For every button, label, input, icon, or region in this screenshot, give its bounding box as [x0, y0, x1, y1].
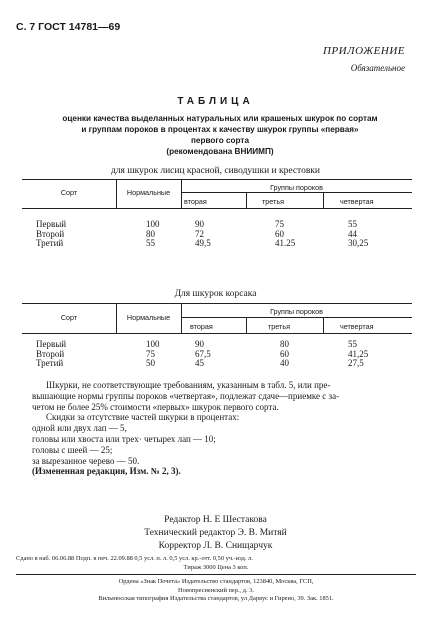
caption-line: и группам пороков в процентах к качеству шкурок группы «первая»: [81, 125, 359, 134]
table2-subtitle: Для шкурок корсака: [174, 289, 257, 299]
table-cell: 90: [195, 339, 204, 349]
credits-block: [0, 514, 431, 553]
table-title: ТАБЛИЦА: [177, 96, 254, 107]
table-cell: 100: [146, 339, 160, 349]
table-cell: 27,5: [348, 358, 364, 368]
col-header-third: третья: [268, 322, 290, 331]
table-cell: Третий: [36, 358, 64, 368]
notes-line: Скидки за отсутствие частей шкурки в процентах:: [46, 412, 240, 423]
table-cell: Второй: [36, 348, 65, 359]
third-column: [275, 220, 295, 249]
amendment-note: (Измененная редакция, Изм. № 2, 3).: [32, 466, 181, 477]
col-header-groups: Группы пороков: [270, 183, 323, 192]
notes-line: Шкурки, не соответствующие требованиям, указанным в табл. 5, или пре-: [46, 380, 331, 390]
table-rule: [22, 303, 412, 304]
second-column: [195, 220, 211, 249]
technical-editor: Технический редактор Э. В. Митяй: [144, 528, 287, 538]
table-cell: 40: [280, 358, 289, 368]
table-cell: 50: [146, 358, 155, 368]
table-cell: 44: [348, 228, 357, 239]
table-cell: 75: [275, 219, 284, 229]
notes-line: головы с шеей — 25;: [32, 444, 113, 455]
table1-subtitle: для шкурок лисиц красной, сиводушки и крестовки: [110, 166, 321, 176]
imprint-line: Вильнюсская типография Издательства стандартов, ул Даряус и Гирено, 39. Зак. 1851.: [98, 595, 334, 602]
imprint-block: [16, 555, 416, 572]
table-cell: 72: [195, 228, 204, 239]
col-header-normal: Нормальные: [126, 188, 171, 197]
col-header-normal: Нормальные: [126, 313, 171, 322]
col-header-fourth: четвертая: [340, 197, 374, 206]
page-header: С. 7 ГОСТ 14781—69: [16, 21, 121, 33]
editor: Редактор Н. Е Шестакова: [164, 515, 267, 525]
table-cell: 80: [280, 339, 289, 349]
corrector: Корректор Л. В. Снищарчук: [158, 541, 273, 551]
fourth-column: [348, 340, 368, 369]
table-cell: 80: [146, 228, 155, 239]
notes-line: четом не более 25% стоимости «первых» шкурок первого сорта.: [32, 401, 279, 412]
table-cell: 100: [146, 219, 160, 229]
normal-column: [146, 220, 160, 249]
table-rule: [22, 179, 412, 180]
table-cell: 30,25: [348, 238, 369, 248]
table-rule: [323, 317, 324, 333]
table-cell: 45: [195, 358, 204, 368]
imprint-line: Сдано в наб. 06.06.88 Подп. в печ. 22.09.88 0,5 усл. п. л. 0,5 усл. кр.-отт. 0,50 уч.-изд. л.: [16, 555, 253, 562]
table-cell: Первый: [36, 339, 67, 349]
imprint-line: Ордена «Знак Почета» Издательство стандартов, 123840, Москва, ГСП,: [118, 578, 314, 585]
table-cell: 55: [146, 238, 155, 248]
publisher-block: [16, 578, 416, 604]
imprint-line: Новопресненский пер., д. 3.: [178, 586, 254, 594]
table-cell: 49,5: [195, 238, 211, 248]
table-cell: 90: [195, 219, 204, 229]
table-cell: Первый: [36, 219, 67, 229]
notes-line: головы или хвоста или трех· четырех лап — 10;: [32, 433, 216, 444]
table-cell: Второй: [36, 228, 65, 239]
table-cell: 60: [280, 348, 289, 359]
appendix-subtitle: Обязательное: [350, 63, 405, 73]
caption-line: первого сорта: [190, 136, 249, 145]
table-rule: [22, 333, 412, 334]
notes-line: вышающие нормы группы пороков «четвертая», подлежат сдаче—приемке с за-: [32, 390, 340, 401]
notes-line: за вырезанное черево — 50.: [32, 455, 140, 466]
table-caption: [50, 113, 390, 157]
table-cell: 75: [146, 348, 155, 359]
notes-block: [32, 380, 402, 477]
appendix-title: ПРИЛОЖЕНИЕ: [323, 45, 405, 57]
notes-line: одной или двух лап — 5,: [32, 423, 127, 434]
table-cell: 41,25: [348, 348, 369, 359]
fourth-column: [348, 220, 368, 249]
imprint-line: Тираж 3000 Цена 3 коп.: [183, 563, 249, 571]
caption-line: (рекомендована ВНИИМП): [166, 147, 274, 156]
second-column: [195, 340, 211, 369]
third-column: [280, 340, 289, 369]
col-header-second: вторая: [190, 322, 213, 331]
table-cell: 60: [275, 228, 284, 239]
table-cell: 55: [348, 219, 357, 229]
caption-line: оценки качества выделанных натуральных или крашеных шкурок по сортам: [62, 114, 378, 123]
table-rule: [323, 192, 324, 208]
sort-column: [36, 220, 66, 249]
table-rule: [246, 317, 247, 333]
col-header-sort: Сорт: [60, 313, 78, 322]
imprint-divider: [16, 574, 416, 575]
col-header-fourth: четвертая: [340, 322, 374, 331]
table-cell: Третий: [36, 238, 64, 248]
table-rule: [181, 317, 412, 318]
table-cell: 55: [348, 339, 357, 349]
col-header-sort: Сорт: [60, 188, 78, 197]
sort-column: [36, 340, 66, 369]
table-rule: [246, 192, 247, 208]
table-rule: [181, 192, 412, 193]
normal-column: [146, 340, 160, 369]
col-header-second: вторая: [184, 197, 207, 206]
col-header-groups: Группы пороков: [270, 307, 323, 316]
table-cell: 41.25: [275, 238, 296, 248]
col-header-third: третья: [262, 197, 284, 206]
table-cell: 67,5: [195, 348, 211, 359]
table-rule: [22, 208, 412, 209]
